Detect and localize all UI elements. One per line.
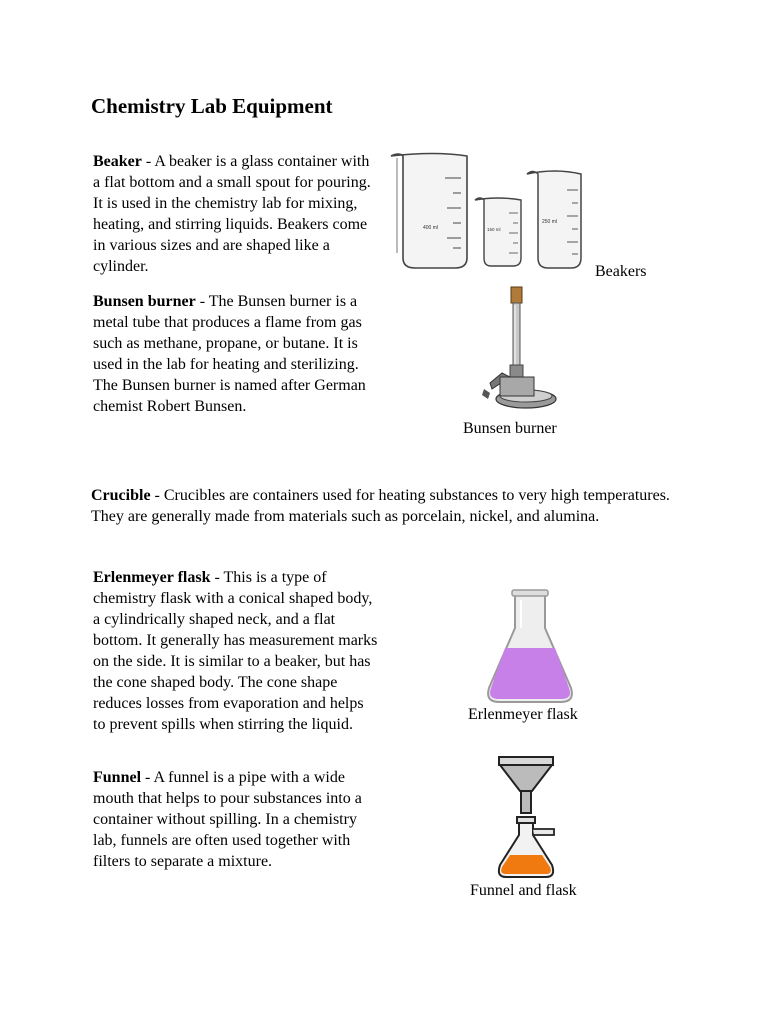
beakers-illustration [385,148,585,278]
page-title: Chemistry Lab Equipment [91,94,333,118]
erlenmeyer-caption: Erlenmeyer flask [468,706,578,723]
funnel-term: Funnel [93,769,142,786]
bunsen-burner-illustration [482,285,562,417]
funnel-icon [499,757,553,813]
erlenmeyer-paragraph [93,567,378,735]
small-beaker-label: 150 ml [487,227,501,232]
crucible-term: Crucible [91,487,151,504]
beaker-description: - A beaker is a glass container with a flat bottom and a small spout for pouring. It is used in the chemistry lab for mixing, heating, and stirring liquids. Beakers come in various sizes and are shaped like a cylinder. [93,153,371,275]
crucible-description: - Crucibles are containers used for heating substances to very high temperatures. They are generally made from materials such as porcelain, nickel, and alumina. [91,487,670,525]
erlenmeyer-flask-illustration [485,588,575,706]
crucible-paragraph [91,485,686,527]
erlenmeyer-description: - This is a type of chemistry flask with a conical shaped body, a cylindrically shaped neck, and a flat bottom. It generally has measurement marks on the side. It is similar to a beaker, but has the cone shaped body. The cone shape reduces losses from evaporation and helps to prevent spills when stirring the liquid. [93,569,378,733]
bunsen-description: - The Bunsen burner is a metal tube that produces a flame from gas such as methane, propane, or butane. It is used in the lab for heating and sterilizing. The Bunsen burner is named after German chemist Robert Bunsen. [93,293,366,415]
bunsen-caption: Bunsen burner [463,420,557,437]
small-beaker-icon [475,198,521,266]
funnel-caption: Funnel and flask [470,882,577,899]
funnel-flask-illustration [496,755,566,883]
large-beaker-label: 400 ml [423,225,439,231]
medium-beaker-label: 250 ml [542,219,558,225]
beaker-term: Beaker [93,153,142,170]
bunsen-term: Bunsen burner [93,293,196,310]
funnel-paragraph [93,767,378,872]
large-beaker-icon [391,154,467,269]
funnel-description: - A funnel is a pipe with a wide mouth that helps to pour substances into a container without spilling. In a chemistry lab, funnels are often used together with filters to separate a mixture. [93,769,362,870]
filter-flask-icon [499,817,554,877]
bunsen-paragraph [93,291,375,417]
erlenmeyer-flask-icon [488,590,572,702]
erlenmeyer-term: Erlenmeyer flask [93,569,211,586]
bunsen-burner-icon [482,287,556,408]
beakers-caption: Beakers [595,263,647,280]
beaker-paragraph [93,151,375,277]
